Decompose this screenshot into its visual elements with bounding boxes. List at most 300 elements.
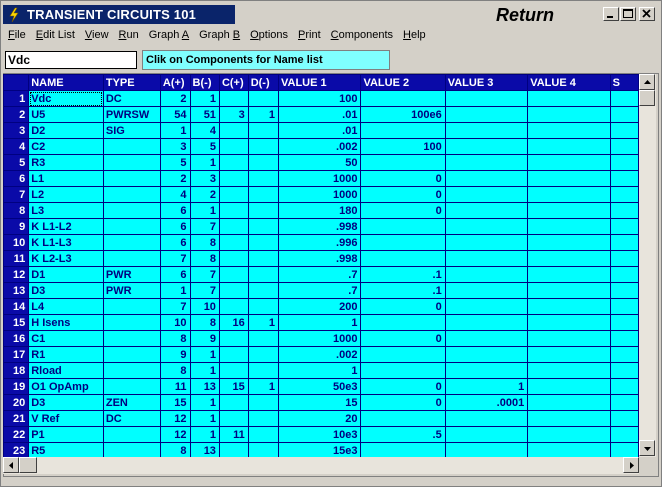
grid-cell[interactable] [528, 427, 610, 443]
grid-cell[interactable] [219, 203, 248, 219]
grid-cell[interactable] [610, 411, 638, 427]
grid-cell[interactable]: 1 [445, 379, 527, 395]
grid-cell[interactable]: .5 [361, 427, 445, 443]
grid-cell[interactable]: 6 [160, 235, 190, 251]
grid-cell[interactable]: 12 [160, 411, 190, 427]
grid-cell[interactable]: 2 [160, 171, 190, 187]
grid-cell[interactable]: 1 [190, 203, 219, 219]
grid-cell[interactable]: R3 [29, 155, 104, 171]
grid-cell[interactable] [445, 443, 527, 458]
grid-cell[interactable] [248, 139, 278, 155]
grid-cell[interactable] [248, 155, 278, 171]
column-header[interactable]: VALUE 2 [361, 75, 445, 91]
grid-cell[interactable]: DC [103, 411, 160, 427]
grid-cell[interactable]: 100 [278, 91, 360, 107]
grid-cell[interactable]: 6 [160, 219, 190, 235]
grid-cell[interactable]: 0 [361, 395, 445, 411]
grid-cell[interactable]: 1000 [278, 187, 360, 203]
grid-cell[interactable] [528, 187, 610, 203]
grid-cell[interactable] [219, 331, 248, 347]
grid-cell[interactable]: 7 [160, 251, 190, 267]
grid-cell[interactable] [528, 363, 610, 379]
grid-cell[interactable] [248, 347, 278, 363]
grid-cell[interactable] [528, 443, 610, 458]
row-number[interactable]: 5 [4, 155, 29, 171]
grid-cell[interactable]: 4 [160, 187, 190, 203]
menu-options[interactable]: Options [250, 29, 289, 41]
vertical-scroll-thumb[interactable] [639, 90, 655, 106]
row-number[interactable]: 21 [4, 411, 29, 427]
grid-cell[interactable]: .996 [278, 235, 360, 251]
grid-cell[interactable]: K L1-L3 [29, 235, 104, 251]
grid-cell[interactable] [361, 91, 445, 107]
grid-cell[interactable] [445, 203, 527, 219]
column-header[interactable]: D(-) [248, 75, 278, 91]
grid-cell[interactable]: 1 [190, 395, 219, 411]
grid-cell[interactable]: 0 [361, 299, 445, 315]
grid-cell[interactable] [528, 411, 610, 427]
scroll-left-button[interactable] [3, 457, 19, 473]
row-number[interactable]: 16 [4, 331, 29, 347]
grid-cell[interactable] [528, 315, 610, 331]
grid-cell[interactable]: C2 [29, 139, 104, 155]
menu-help[interactable]: Help [403, 29, 426, 41]
row-number[interactable]: 2 [4, 107, 29, 123]
grid-cell[interactable] [103, 379, 160, 395]
grid-cell[interactable] [248, 395, 278, 411]
grid-cell[interactable]: 4 [190, 123, 219, 139]
menu-graph-a[interactable]: Graph A [148, 29, 190, 41]
grid-cell[interactable]: Rload [29, 363, 104, 379]
grid-cell[interactable] [445, 299, 527, 315]
grid-cell[interactable] [528, 155, 610, 171]
row-number[interactable]: 12 [4, 267, 29, 283]
grid-cell[interactable]: PWR [103, 283, 160, 299]
menu-components[interactable]: Components [330, 29, 394, 41]
grid-cell[interactable]: L1 [29, 171, 104, 187]
grid-cell[interactable]: 11 [219, 427, 248, 443]
grid-cell[interactable]: 2 [160, 91, 190, 107]
grid-cell[interactable]: P1 [29, 427, 104, 443]
grid-cell[interactable] [610, 347, 638, 363]
grid-cell[interactable] [361, 363, 445, 379]
row-number[interactable]: 7 [4, 187, 29, 203]
grid-cell[interactable] [528, 107, 610, 123]
grid-cell[interactable]: 8 [190, 251, 219, 267]
grid-cell[interactable]: 9 [160, 347, 190, 363]
grid-cell[interactable] [528, 395, 610, 411]
grid-cell[interactable]: 7 [160, 299, 190, 315]
grid-cell[interactable]: V Ref [29, 411, 104, 427]
grid-cell[interactable] [103, 363, 160, 379]
grid-cell[interactable] [610, 395, 638, 411]
row-number[interactable]: 23 [4, 443, 29, 458]
grid-cell[interactable]: L4 [29, 299, 104, 315]
grid-cell[interactable]: 3 [219, 107, 248, 123]
row-number[interactable]: 1 [4, 91, 29, 107]
grid-cell[interactable] [103, 155, 160, 171]
grid-cell[interactable] [445, 267, 527, 283]
grid-cell[interactable] [528, 219, 610, 235]
grid-cell[interactable]: 15 [160, 395, 190, 411]
grid-cell[interactable] [528, 203, 610, 219]
grid-cell[interactable] [219, 395, 248, 411]
grid-cell[interactable]: PWR [103, 267, 160, 283]
grid-cell[interactable] [103, 299, 160, 315]
grid-cell[interactable] [248, 171, 278, 187]
grid-cell[interactable]: 1000 [278, 331, 360, 347]
grid-cell[interactable] [528, 123, 610, 139]
grid-cell[interactable] [219, 251, 248, 267]
grid-cell[interactable]: .002 [278, 347, 360, 363]
grid-cell[interactable]: 16 [219, 315, 248, 331]
column-header[interactable]: VALUE 4 [528, 75, 610, 91]
grid-cell[interactable]: R1 [29, 347, 104, 363]
grid-cell[interactable]: 0 [361, 171, 445, 187]
grid-cell[interactable] [445, 235, 527, 251]
grid-cell[interactable] [219, 123, 248, 139]
grid-cell[interactable] [610, 123, 638, 139]
grid-cell[interactable] [103, 427, 160, 443]
menu-edit-list[interactable]: Edit List [35, 29, 75, 41]
grid-cell[interactable] [248, 411, 278, 427]
grid-cell[interactable]: 0 [361, 203, 445, 219]
grid-cell[interactable] [248, 331, 278, 347]
column-header[interactable]: A(+) [160, 75, 190, 91]
grid-cell[interactable]: 0 [361, 187, 445, 203]
row-number[interactable]: 22 [4, 427, 29, 443]
grid-cell[interactable]: 11 [160, 379, 190, 395]
grid-cell[interactable]: 1 [190, 411, 219, 427]
component-name-field[interactable]: Vdc [5, 51, 137, 69]
column-header[interactable]: B(-) [190, 75, 219, 91]
row-number[interactable]: 8 [4, 203, 29, 219]
grid-cell[interactable] [219, 411, 248, 427]
grid-cell[interactable] [103, 315, 160, 331]
grid-cell[interactable] [610, 91, 638, 107]
grid-cell[interactable]: 1 [190, 363, 219, 379]
grid-cell[interactable] [528, 379, 610, 395]
grid-cell[interactable]: R5 [29, 443, 104, 458]
row-number[interactable]: 15 [4, 315, 29, 331]
grid-cell[interactable] [103, 235, 160, 251]
grid-cell[interactable] [610, 283, 638, 299]
grid-cell[interactable]: 1 [248, 107, 278, 123]
grid-cell[interactable]: L3 [29, 203, 104, 219]
grid-cell[interactable] [610, 363, 638, 379]
grid-cell[interactable] [610, 187, 638, 203]
menu-file[interactable]: File [8, 29, 26, 41]
grid-cell[interactable] [528, 347, 610, 363]
grid-cell[interactable] [219, 347, 248, 363]
grid-cell[interactable] [528, 171, 610, 187]
grid-cell[interactable] [219, 91, 248, 107]
menu-view[interactable]: View [84, 29, 109, 41]
row-number[interactable]: 19 [4, 379, 29, 395]
grid-cell[interactable] [361, 251, 445, 267]
grid-cell[interactable] [361, 347, 445, 363]
grid-cell[interactable] [610, 219, 638, 235]
grid-cell[interactable] [248, 91, 278, 107]
grid-cell[interactable]: 13 [190, 379, 219, 395]
grid-cell[interactable] [445, 107, 527, 123]
grid-cell[interactable] [248, 299, 278, 315]
grid-cell[interactable] [445, 139, 527, 155]
grid-cell[interactable]: 10 [190, 299, 219, 315]
grid-cell[interactable]: 1 [190, 347, 219, 363]
grid-cell[interactable]: .01 [278, 107, 360, 123]
grid-cell[interactable]: 7 [190, 267, 219, 283]
grid-cell[interactable]: 1 [190, 427, 219, 443]
grid-cell[interactable]: 13 [190, 443, 219, 458]
grid-cell[interactable] [248, 251, 278, 267]
return-button[interactable]: Return [496, 5, 554, 25]
grid-cell[interactable]: U5 [29, 107, 104, 123]
grid-cell[interactable]: 1 [248, 379, 278, 395]
grid-cell[interactable] [528, 283, 610, 299]
grid-cell[interactable] [528, 331, 610, 347]
grid-cell[interactable]: 180 [278, 203, 360, 219]
grid-cell[interactable]: 100 [361, 139, 445, 155]
grid-cell[interactable]: 12 [160, 427, 190, 443]
grid-cell[interactable]: 0 [361, 379, 445, 395]
grid-cell[interactable] [610, 331, 638, 347]
grid-cell[interactable] [361, 235, 445, 251]
grid-cell[interactable] [103, 171, 160, 187]
grid-cell[interactable] [445, 411, 527, 427]
row-number[interactable]: 20 [4, 395, 29, 411]
grid-cell[interactable]: DC [103, 91, 160, 107]
grid-cell[interactable] [219, 443, 248, 458]
grid-cell[interactable]: 10 [160, 315, 190, 331]
grid-cell[interactable]: SIG [103, 123, 160, 139]
grid-cell[interactable]: 8 [190, 235, 219, 251]
grid-cell[interactable] [248, 123, 278, 139]
column-header[interactable]: VALUE 1 [278, 75, 360, 91]
row-number[interactable]: 17 [4, 347, 29, 363]
grid-cell[interactable]: .1 [361, 283, 445, 299]
grid-cell[interactable]: .002 [278, 139, 360, 155]
grid-cell[interactable] [219, 187, 248, 203]
grid-cell[interactable] [248, 203, 278, 219]
grid-cell[interactable]: .998 [278, 219, 360, 235]
grid-cell[interactable]: H Isens [29, 315, 104, 331]
grid-cell[interactable] [103, 443, 160, 458]
grid-cell[interactable]: D2 [29, 123, 104, 139]
grid-cell[interactable] [528, 139, 610, 155]
grid-cell[interactable]: .7 [278, 283, 360, 299]
grid-cell[interactable] [445, 91, 527, 107]
grid-cell[interactable] [103, 219, 160, 235]
grid-cell[interactable]: D1 [29, 267, 104, 283]
grid-cell[interactable] [219, 363, 248, 379]
column-header[interactable]: NAME [29, 75, 104, 91]
column-header[interactable]: TYPE [103, 75, 160, 91]
grid-cell[interactable] [528, 91, 610, 107]
row-number[interactable]: 9 [4, 219, 29, 235]
vertical-scrollbar[interactable] [639, 74, 656, 457]
grid-cell[interactable]: 1000 [278, 171, 360, 187]
grid-cell[interactable]: K L1-L2 [29, 219, 104, 235]
grid-cell[interactable] [528, 251, 610, 267]
grid-cell[interactable] [248, 427, 278, 443]
menu-print[interactable]: Print [298, 29, 321, 41]
row-number-header[interactable] [4, 75, 29, 91]
grid-cell[interactable] [103, 139, 160, 155]
grid-cell[interactable]: 7 [190, 283, 219, 299]
title-bar[interactable] [3, 4, 659, 25]
row-number[interactable]: 18 [4, 363, 29, 379]
maximize-button[interactable] [620, 7, 636, 21]
grid-cell[interactable]: .7 [278, 267, 360, 283]
grid-cell[interactable] [610, 315, 638, 331]
grid-cell[interactable] [445, 123, 527, 139]
grid-cell[interactable] [248, 235, 278, 251]
close-button[interactable] [639, 7, 655, 21]
grid-cell[interactable]: 15e3 [278, 443, 360, 458]
row-number[interactable]: 3 [4, 123, 29, 139]
grid-cell[interactable] [445, 251, 527, 267]
column-header[interactable]: S [610, 75, 638, 91]
grid-cell[interactable]: 2 [190, 187, 219, 203]
grid-cell[interactable] [219, 299, 248, 315]
grid-cell[interactable]: ZEN [103, 395, 160, 411]
grid-cell[interactable] [610, 379, 638, 395]
grid-cell[interactable]: 8 [160, 363, 190, 379]
grid-cell[interactable] [219, 155, 248, 171]
scroll-right-button[interactable] [623, 457, 639, 473]
grid-cell[interactable] [610, 107, 638, 123]
grid-cell[interactable] [610, 251, 638, 267]
grid-cell[interactable] [610, 427, 638, 443]
grid-cell[interactable]: 100e6 [361, 107, 445, 123]
grid-cell[interactable] [361, 443, 445, 458]
grid-cell[interactable] [219, 171, 248, 187]
grid-cell[interactable] [219, 283, 248, 299]
grid-cell[interactable]: 1 [160, 283, 190, 299]
grid-cell[interactable]: 1 [278, 363, 360, 379]
grid-cell[interactable] [445, 283, 527, 299]
grid-cell[interactable] [219, 267, 248, 283]
grid-cell[interactable]: 1 [248, 315, 278, 331]
scroll-up-button[interactable] [639, 74, 655, 90]
grid-cell[interactable] [610, 171, 638, 187]
grid-cell[interactable]: 54 [160, 107, 190, 123]
grid-cell[interactable]: 1 [160, 123, 190, 139]
grid-cell[interactable] [361, 411, 445, 427]
grid-cell[interactable]: PWRSW [103, 107, 160, 123]
row-number[interactable]: 6 [4, 171, 29, 187]
grid-cell[interactable] [445, 171, 527, 187]
grid-cell[interactable]: 3 [160, 139, 190, 155]
grid-cell[interactable]: 3 [190, 171, 219, 187]
grid-cell[interactable]: 200 [278, 299, 360, 315]
grid-cell[interactable] [528, 299, 610, 315]
grid-cell[interactable]: 5 [190, 139, 219, 155]
grid-cell[interactable] [361, 155, 445, 171]
row-number[interactable]: 4 [4, 139, 29, 155]
grid-cell[interactable] [361, 219, 445, 235]
grid-cell[interactable] [610, 235, 638, 251]
grid-cell[interactable] [610, 203, 638, 219]
row-number[interactable]: 10 [4, 235, 29, 251]
grid-cell[interactable]: .0001 [445, 395, 527, 411]
grid-cell[interactable]: .998 [278, 251, 360, 267]
grid-cell[interactable]: Vdc [29, 91, 104, 107]
grid-cell[interactable]: 5 [160, 155, 190, 171]
grid-cell[interactable]: 8 [160, 331, 190, 347]
grid-cell[interactable] [445, 315, 527, 331]
grid-cell[interactable] [361, 315, 445, 331]
grid-cell[interactable] [248, 267, 278, 283]
column-header[interactable]: VALUE 3 [445, 75, 527, 91]
grid-cell[interactable]: 10e3 [278, 427, 360, 443]
grid-cell[interactable] [445, 347, 527, 363]
grid-cell[interactable] [610, 443, 638, 458]
column-header[interactable]: C(+) [219, 75, 248, 91]
grid-cell[interactable]: 15 [219, 379, 248, 395]
grid-cell[interactable]: .1 [361, 267, 445, 283]
grid-cell[interactable]: 7 [190, 219, 219, 235]
grid-cell[interactable]: D3 [29, 395, 104, 411]
grid-cell[interactable]: 50e3 [278, 379, 360, 395]
grid-cell[interactable]: 15 [278, 395, 360, 411]
grid-cell[interactable]: 8 [190, 315, 219, 331]
grid-cell[interactable] [219, 219, 248, 235]
grid-cell[interactable] [219, 139, 248, 155]
grid-cell[interactable] [528, 267, 610, 283]
minimize-button[interactable] [603, 7, 619, 21]
menu-graph-b[interactable]: Graph B [199, 29, 241, 41]
row-number[interactable]: 14 [4, 299, 29, 315]
grid-cell[interactable] [445, 427, 527, 443]
grid-cell[interactable]: 1 [190, 91, 219, 107]
grid-cell[interactable] [445, 331, 527, 347]
grid-cell[interactable] [361, 123, 445, 139]
menu-run[interactable]: Run [118, 29, 139, 41]
grid-cell[interactable] [610, 155, 638, 171]
grid-cell[interactable] [248, 363, 278, 379]
grid-cell[interactable]: 6 [160, 267, 190, 283]
grid-cell[interactable] [610, 139, 638, 155]
grid-cell[interactable] [610, 267, 638, 283]
horizontal-scroll-thumb[interactable] [19, 457, 37, 473]
grid-cell[interactable] [445, 219, 527, 235]
row-number[interactable]: 11 [4, 251, 29, 267]
grid-cell[interactable] [103, 347, 160, 363]
grid-cell[interactable]: 1 [190, 155, 219, 171]
grid-cell[interactable] [103, 331, 160, 347]
scroll-down-button[interactable] [639, 440, 655, 456]
grid-cell[interactable] [248, 187, 278, 203]
grid-cell[interactable] [248, 283, 278, 299]
grid-cell[interactable]: 6 [160, 203, 190, 219]
grid-cell[interactable]: 0 [361, 331, 445, 347]
grid-cell[interactable] [248, 219, 278, 235]
grid-cell[interactable]: O1 OpAmp [29, 379, 104, 395]
grid-cell[interactable]: 20 [278, 411, 360, 427]
horizontal-scrollbar[interactable] [3, 457, 639, 474]
grid-cell[interactable] [445, 363, 527, 379]
grid-cell[interactable]: 50 [278, 155, 360, 171]
grid-cell[interactable] [103, 203, 160, 219]
grid-cell[interactable] [103, 251, 160, 267]
grid-cell[interactable] [248, 443, 278, 458]
grid-cell[interactable] [219, 235, 248, 251]
grid-cell[interactable] [445, 187, 527, 203]
grid-cell[interactable] [610, 299, 638, 315]
grid-cell[interactable]: 1 [278, 315, 360, 331]
